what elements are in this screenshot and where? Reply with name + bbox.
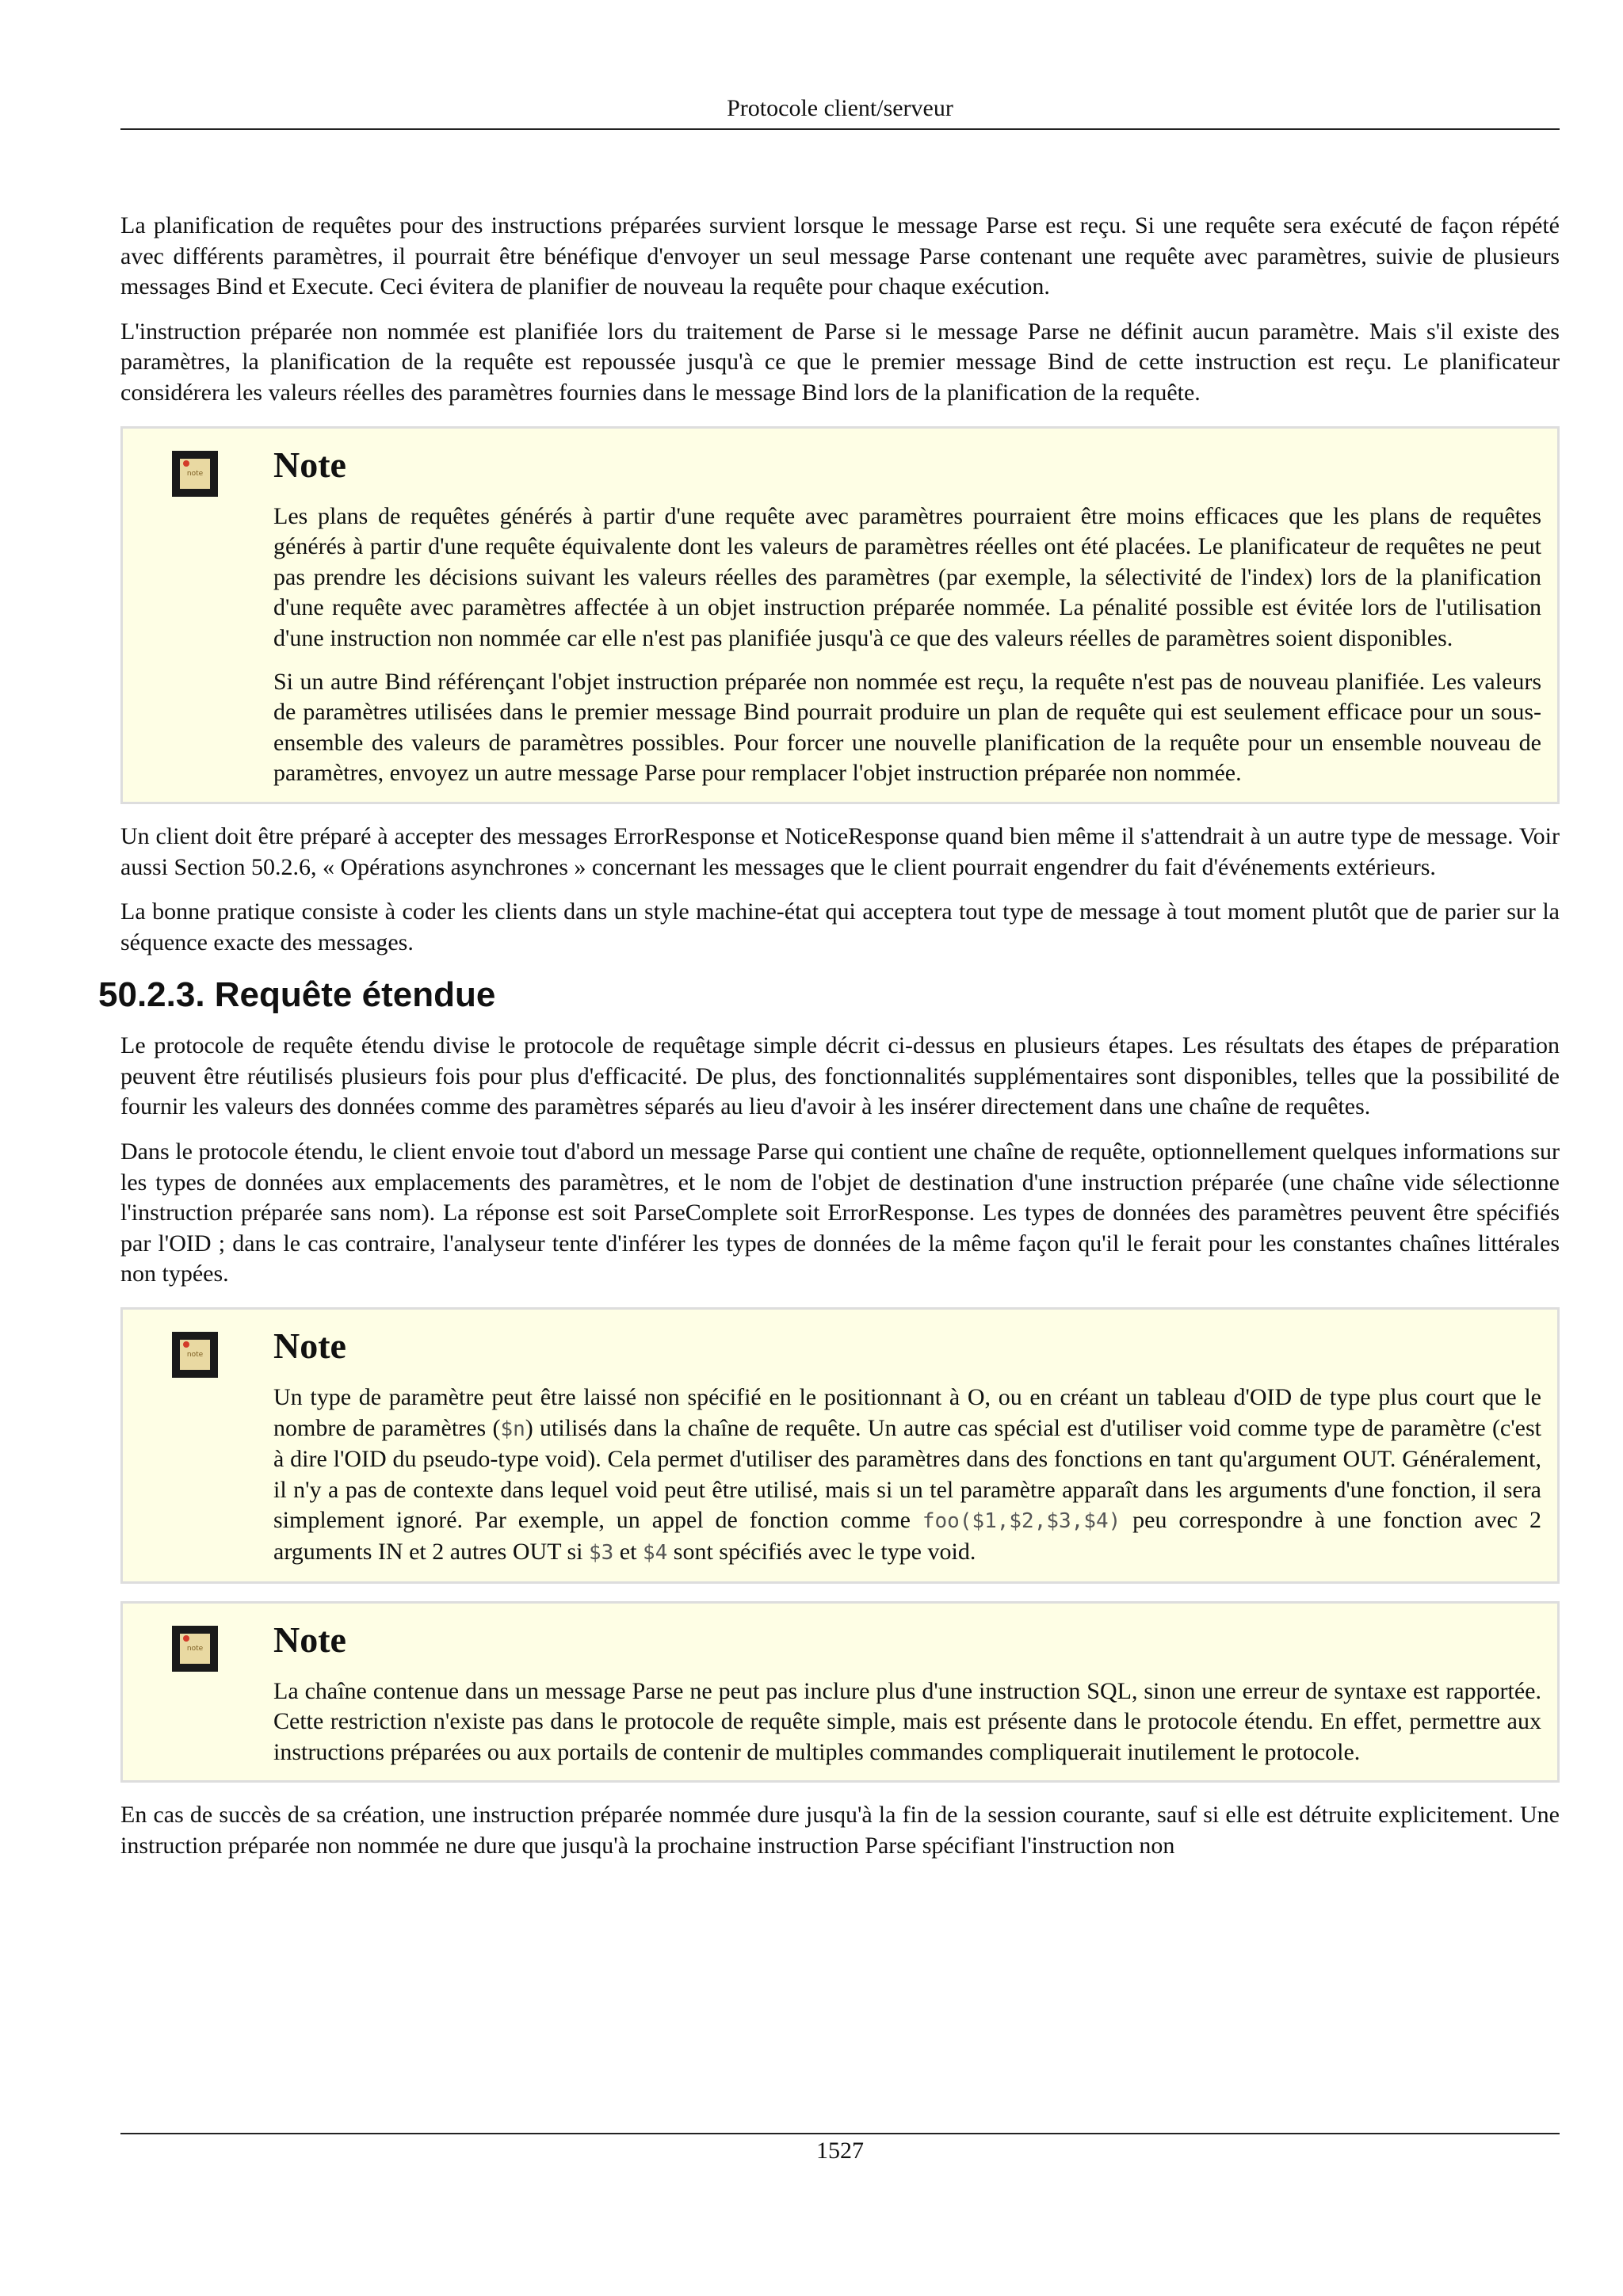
note-title: Note bbox=[273, 1619, 346, 1660]
note-icon bbox=[172, 1332, 218, 1378]
paragraph: Le protocole de requête étendu divise le protocole de requêtage simple décrit ci-dessus en plusieurs étapes. Les résultats des étapes de préparation peuvent être réutilisés plusieurs fois pour plus d'efficacité. De plus, des fonctionnalités supplémentaires sont disponibles, telles que la possibilité de fournir les valeurs des données comme des paramètres séparés au lieu d'avoir à les insérer directement dans une chaîne de requêtes. bbox=[120, 1032, 1560, 1120]
note-icon bbox=[172, 451, 218, 497]
paragraph: La bonne pratique consiste à coder les clients dans un style machine-état qui acceptera tout type de message à tout moment plutôt que de parier sur la séquence exacte des messages. bbox=[120, 898, 1560, 955]
page-content bbox=[98, 211, 1560, 1876]
note-paragraph: Un type de paramètre peut être laissé non spécifié en le positionnant à O, ou en créant un tableau d'OID de type plus court que le nombre de paramètres ($n) utilisés dans la chaîne de requête. Un autre cas spécial est d'utiliser void comme type de paramètre (c'est à dire l'OID du pseudo-type void). Cela permet d'utiliser des paramètres dans des fonctions en tant qu'argument OUT. Généralement, il n'y a pas de contexte dans lequel void peut être utilisé, mais si un tel paramètre apparaît dans les arguments d'une fonction, il sera simplement ignoré. Par exemple, un appel de fonction comme foo($1,$2,$3,$4) peu correspondre à une fonction avec 2 arguments IN et 2 autres OUT si $3 et $4 sont spécifiés avec le type void. bbox=[273, 1384, 1541, 1565]
note-box bbox=[120, 426, 1560, 804]
code-inline: $n bbox=[500, 1417, 525, 1441]
note-paragraph: La chaîne contenue dans un message Parse ne peut pas inclure plus d'une instruction SQL, sinon une erreur de syntaxe est rapportée. Cette restriction n'existe pas dans le protocole de requête simple, mais est présente dans le protocole étendu. En effet, permettre aux instructions préparées ou aux portails de contenir de multiples commandes compliquerait inutilement le protocole. bbox=[273, 1677, 1541, 1765]
paragraph: L'instruction préparée non nommée est planifiée lors du traitement de Parse si le message Parse ne définit aucun paramètre. Mais s'il existe des paramètres, la planification de la requête est repoussée jusqu'à ce que le premier message Bind de cette instruction est reçu. Le planificateur considérera les valeurs réelles des paramètres fournies dans le message Bind lors de la planification de la requête. bbox=[120, 318, 1560, 406]
paragraph: La planification de requêtes pour des instructions préparées survient lorsque le message Parse est reçu. Si une requête sera exécuté de façon répété avec différents paramètres, il pourrait être bénéfique d'envoyer un seul message Parse contenant une requête avec paramètres, suivie de plusieurs messages Bind et Execute. Ceci évitera de planifier de nouveau la requête pour chaque exécution. bbox=[120, 212, 1560, 300]
paragraph: Dans le protocole étendu, le client envoie tout d'abord un message Parse qui contient une chaîne de requête, optionnellement quelques informations sur les types de données aux emplacements des paramètres, et le nom de l'objet de destination d'une instruction préparée (une chaîne vide sélectionne l'instruction préparée sans nom). La réponse est soit ParseComplete soit ErrorResponse. Les types de données des paramètres peuvent être spécifiés par l'OID ; dans le cas contraire, l'analyseur tente d'inférer les types de données de la même façon qu'il le ferait pour les constantes chaînes littérales non typées. bbox=[120, 1138, 1560, 1287]
paragraph: Un client doit être préparé à accepter des messages ErrorResponse et NoticeResponse quand bien même il s'attendrait à un autre type de message. Voir aussi Section 50.2.6, « Opérations asynchrones » concernant les messages que le client pourrait engendrer du fait d'événements extérieurs. bbox=[120, 822, 1560, 880]
note-icon bbox=[172, 1626, 218, 1672]
page-number: 1527 bbox=[816, 2138, 864, 2164]
paragraph: En cas de succès de sa création, une instruction préparée nommée dure jusqu'à la fin de la session courante, sauf si elle est détruite explicitement. Une instruction préparée non nommée ne dure que jusqu'à la prochaine instruction Parse spécifiant l'instruction non bbox=[120, 1802, 1560, 1859]
note-box bbox=[120, 1307, 1560, 1584]
code-inline: $3 bbox=[588, 1541, 614, 1565]
pin-icon bbox=[183, 1635, 189, 1642]
note-title: Note bbox=[273, 444, 346, 485]
note-icon-label: note bbox=[186, 469, 204, 478]
header-rule bbox=[120, 128, 1560, 130]
note-title: Note bbox=[273, 1325, 346, 1367]
note-box bbox=[120, 1601, 1560, 1783]
running-header: Protocole client/serveur bbox=[727, 95, 953, 121]
footer-rule bbox=[120, 2133, 1560, 2134]
pin-icon bbox=[183, 1341, 189, 1348]
code-inline: foo($1,$2,$3,$4) bbox=[922, 1509, 1121, 1534]
section-heading: 50.2.3. Requête étendue bbox=[98, 975, 496, 1015]
note-paragraph: Les plans de requêtes générés à partir d'une requête avec paramètres pourraient être moins efficaces que les plans de requêtes générés à partir d'une requête équivalente dont les valeurs de paramètres réelles ont été placées. Le planificateur de requêtes ne peut pas prendre les décisions suivant les valeurs réelles des paramètres (par exemple, la sélectivité de l'index) lors de la planification d'une requête avec paramètres affectée à un objet instruction préparée nommée. La pénalité possible est évitée lors de l'utilisation d'une instruction non nommée car elle n'est pas planifiée jusqu'à ce que des valeurs réelles de paramètres soient disponibles. bbox=[273, 502, 1541, 651]
note-paragraph: Si un autre Bind référençant l'objet instruction préparée non nommée est reçu, la requête n'est pas de nouveau planifiée. Les valeurs de paramètres utilisées dans le premier message Bind pourrait produire un plan de requête qui est seulement efficace pour un sous-ensemble des valeurs de paramètres possibles. Pour forcer une nouvelle planification de la requête pour un ensemble nouveau de paramètres, envoyez un autre message Parse pour remplacer l'objet instruction préparée non nommée. bbox=[273, 668, 1541, 787]
note-icon-label: note bbox=[186, 1644, 204, 1653]
pin-icon bbox=[183, 460, 189, 467]
note-icon-label: note bbox=[186, 1351, 204, 1360]
code-inline: $4 bbox=[642, 1541, 668, 1565]
